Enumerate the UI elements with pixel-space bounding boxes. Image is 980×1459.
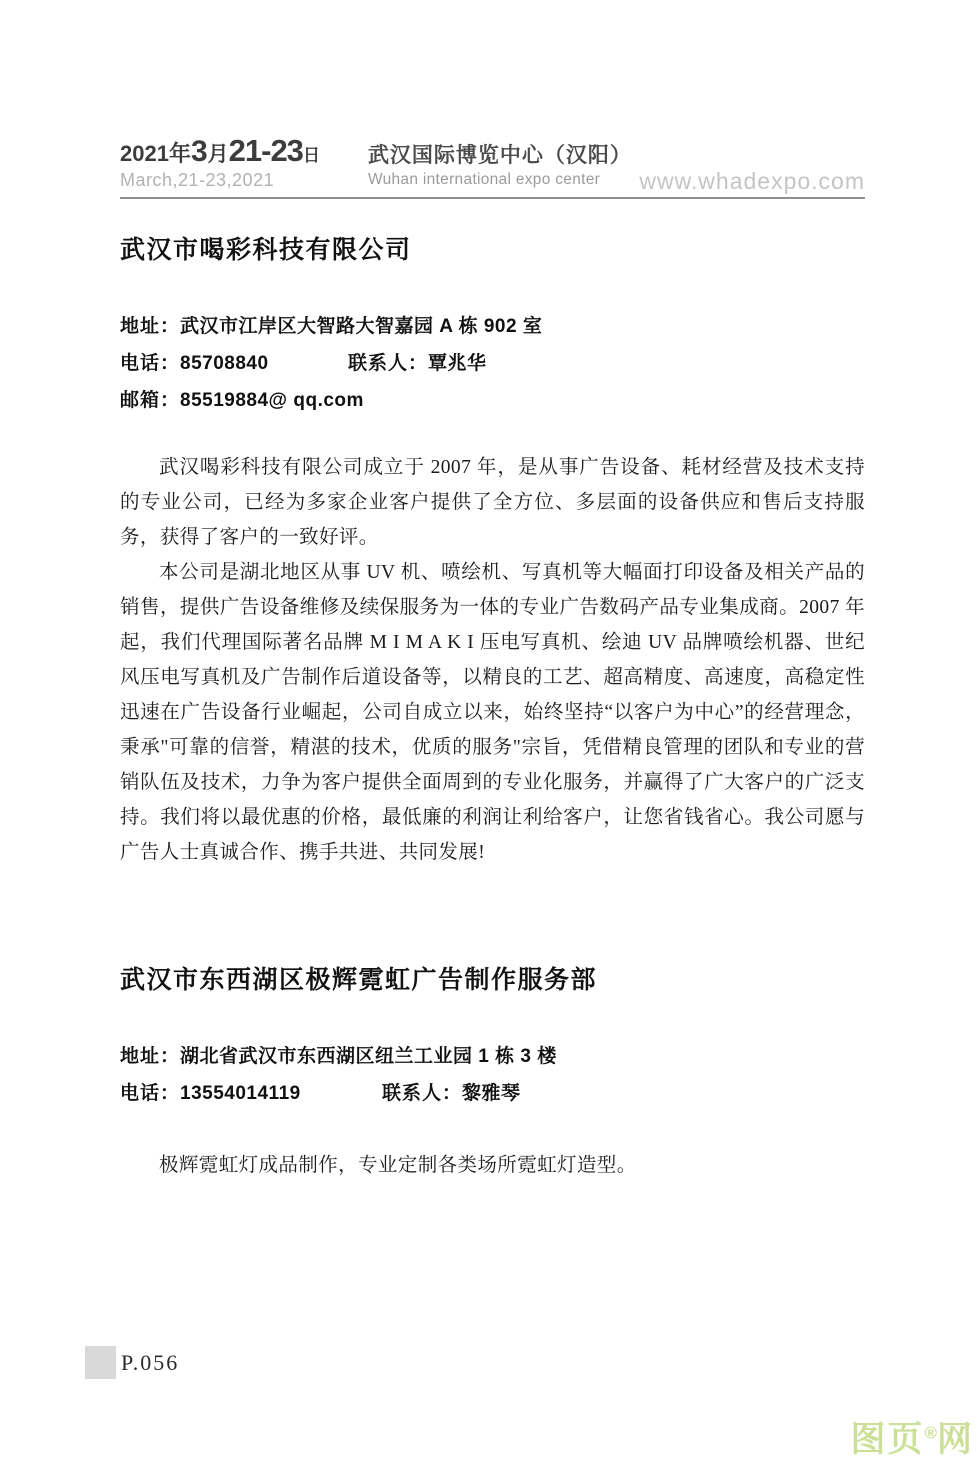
company-1-contact-block [120, 308, 865, 419]
contact-person-value: 黎雅琴 [462, 1083, 521, 1104]
email-label: 邮箱： [120, 390, 181, 411]
phone-value: 13554014119 [180, 1083, 301, 1104]
company-1-address-row [120, 308, 865, 345]
email-value: 85519884@ qq.com [180, 390, 364, 411]
contact-person-label: 联系人： [348, 353, 429, 374]
company-2-paragraph-1: 极辉霓虹灯成品制作，专业定制各类场所霓虹灯造型。 [159, 1155, 637, 1176]
company-1-email-row [120, 382, 865, 419]
phone-value: 85708840 [180, 353, 269, 374]
date-month: 3 [190, 135, 208, 168]
page-number: P.056 [121, 1349, 180, 1375]
venue-name-en: Wuhan international expo center [367, 171, 601, 188]
date-days: 21-23 [228, 133, 303, 168]
address-label: 地址： [120, 316, 181, 337]
site-watermark [850, 1422, 974, 1457]
phone-pair [120, 1075, 382, 1112]
company-1-phone-row [120, 345, 865, 382]
company-2-contact-block [120, 1038, 865, 1112]
phone-pair [120, 345, 348, 382]
company-2-title: 武汉市东西湖区极辉霓虹广告制作服务部 [120, 966, 598, 994]
address-value: 武汉市江岸区大智路大智嘉园 A 栋 902 室 [180, 316, 543, 337]
date-day-unit: 日 [302, 146, 320, 165]
venue-name-cn: 武汉国际博览中心（汉阳） [367, 144, 632, 167]
company-1-paragraph-1: 武汉喝彩科技有限公司成立于 2007 年，是从事广告设备、耗材经营及技术支持的专业公司，已经为多家企业客户提供了全方位、多层面的设备供应和售后支持服务，获得了客户的一致好评。 [120, 457, 865, 548]
page-header [120, 133, 865, 199]
company-1-title: 武汉市喝彩科技有限公司 [120, 236, 412, 264]
company-2-address-row [120, 1038, 865, 1075]
header-divider [120, 197, 865, 199]
company-2-phone-row [120, 1075, 865, 1112]
watermark-text-left: 图页 [850, 1420, 925, 1459]
contact-person-value: 覃兆华 [428, 353, 487, 374]
date-year: 2021年 [120, 141, 191, 166]
page-footer [85, 1346, 179, 1379]
event-date-cn [120, 133, 320, 169]
registered-trademark-icon: ® [924, 1423, 937, 1443]
address-label: 地址： [120, 1046, 181, 1067]
page-number-square-icon [85, 1346, 116, 1379]
phone-label: 电话： [120, 353, 181, 374]
address-value: 湖北省武汉市东西湖区纽兰工业园 1 栋 3 楼 [180, 1046, 557, 1067]
date-month-unit: 月 [207, 143, 229, 166]
company-1-paragraph-2: 本公司是湖北地区从事 UV 机、喷绘机、写真机等大幅面打印设备及相关产品的销售，提供广告设备维修及续保服务为一体的专业广告数码产品专业集成商。2007 年起，我们代理国际著名品牌 M I M A K I 压电写真机、绘迪 UV 品牌喷绘机器、世纪风压电写真机及广告制作后道设备等，以精良的工艺、超高精度、高速度，高稳定性迅速在广告设备行业崛起，公司自成立以来，始终坚持“以客户为中心”的经营理念，秉承"可靠的信誉，精湛的技术，优质的服务"宗旨，凭借精良管理的团队和专业的营销队伍及技术，力争为客户提供全面周到的专业化服务，并赢得了广大客户的广泛支持。我们将以最优惠的价格，最低廉的利润让利给客户，让您省钱省心。我公司愿与广告人士真诚合作、携手共进、共同发展! [120, 562, 865, 863]
venue-block [368, 133, 632, 189]
website-url: www.whadexpo.com [639, 168, 865, 194]
event-date-en: March,21-23,2021 [120, 170, 275, 190]
event-date-block [120, 133, 320, 191]
watermark-text-right: 网 [936, 1420, 974, 1459]
phone-label: 电话： [120, 1083, 181, 1104]
company-1-description [120, 450, 865, 870]
contact-person-label: 联系人： [382, 1083, 463, 1104]
